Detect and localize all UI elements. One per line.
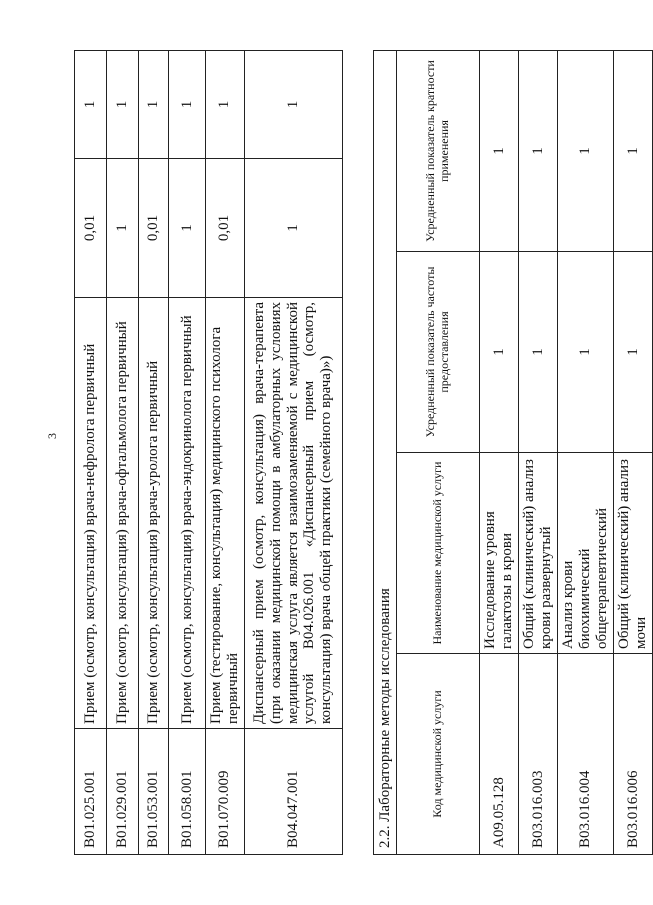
- table-row: [244, 51, 342, 855]
- multiplicity-value: 1: [206, 51, 245, 159]
- multiplicity-value: 1: [139, 51, 169, 159]
- multiplicity-value: 1: [558, 51, 614, 252]
- service-code: B01.058.001: [169, 729, 206, 855]
- frequency-value: 1: [107, 159, 139, 298]
- table-header-row: [397, 51, 480, 855]
- frequency-value: 0,01: [139, 159, 169, 298]
- page-number: 3: [45, 433, 59, 439]
- multiplicity-value: 1: [480, 51, 519, 252]
- frequency-value: 0,01: [75, 159, 107, 298]
- frequency-value: 1: [558, 252, 614, 453]
- multiplicity-value: 1: [519, 51, 558, 252]
- section-title-row: [374, 51, 397, 855]
- table-row: [614, 51, 653, 855]
- service-name: Анализ крови биохимический общетерапевтический: [558, 453, 614, 654]
- table-row: [480, 51, 519, 855]
- header-multiplicity: Усредненный показатель кратности применения: [397, 51, 480, 252]
- service-code: B03.016.006: [614, 654, 653, 855]
- frequency-value: 1: [169, 159, 206, 298]
- services-table-consultations: [74, 50, 343, 855]
- frequency-value: 1: [244, 159, 342, 298]
- table-row: [558, 51, 614, 855]
- table-row: [75, 51, 107, 855]
- service-name: Прием (осмотр, консультация) врача-нефролога первичный: [75, 298, 107, 729]
- header-code: Код медицинской услуги: [397, 654, 480, 855]
- service-code: B03.016.003: [519, 654, 558, 855]
- service-name: Прием (осмотр, консультация) врача-офтальмолога первичный: [107, 298, 139, 729]
- header-name: Наименование медицинской услуги: [397, 453, 480, 654]
- frequency-value: 1: [614, 252, 653, 453]
- table-row: [169, 51, 206, 855]
- frequency-value: 1: [480, 252, 519, 453]
- table-row: [519, 51, 558, 855]
- service-name: Общий (клинический) анализ крови развернутый: [519, 453, 558, 654]
- service-name: Прием (осмотр, консультация) врача-уролога первичный: [139, 298, 169, 729]
- table-row: [139, 51, 169, 855]
- header-frequency: Усредненный показатель частоты предоставления: [397, 252, 480, 453]
- table-row: [206, 51, 245, 855]
- service-code: A09.05.128: [480, 654, 519, 855]
- service-code: B01.070.009: [206, 729, 245, 855]
- service-name: Диспансерный прием (осмотр, консультация) врача-терапевта (при оказании медицинской помощи в амбулаторных условиях медицинская услуга является взаимозаменяемой с медицинской услугой B04.026.001 «Диспансерный прием (осмотр, консультация) врача общей практики (семейного врача)»): [244, 298, 342, 729]
- frequency-value: 1: [519, 252, 558, 453]
- service-name: Прием (осмотр, консультация) врача-эндокринолога первичный: [169, 298, 206, 729]
- service-code: B01.029.001: [107, 729, 139, 855]
- multiplicity-value: 1: [107, 51, 139, 159]
- service-code: B04.047.001: [244, 729, 342, 855]
- lab-methods-table: [373, 50, 653, 855]
- service-name: Прием (тестирование, консультация) медицинского психолога первичный: [206, 298, 245, 729]
- multiplicity-value: 1: [244, 51, 342, 159]
- section-title: 2.2. Лабораторные методы исследования: [374, 51, 397, 855]
- service-code: B03.016.004: [558, 654, 614, 855]
- multiplicity-value: 1: [75, 51, 107, 159]
- service-name: Общий (клинический) анализ мочи: [614, 453, 653, 654]
- service-name: Исследование уровня галактозы в крови: [480, 453, 519, 654]
- service-code: B01.053.001: [139, 729, 169, 855]
- table-row: [107, 51, 139, 855]
- frequency-value: 0,01: [206, 159, 245, 298]
- multiplicity-value: 1: [614, 51, 653, 252]
- multiplicity-value: 1: [169, 51, 206, 159]
- service-code: B01.025.001: [75, 729, 107, 855]
